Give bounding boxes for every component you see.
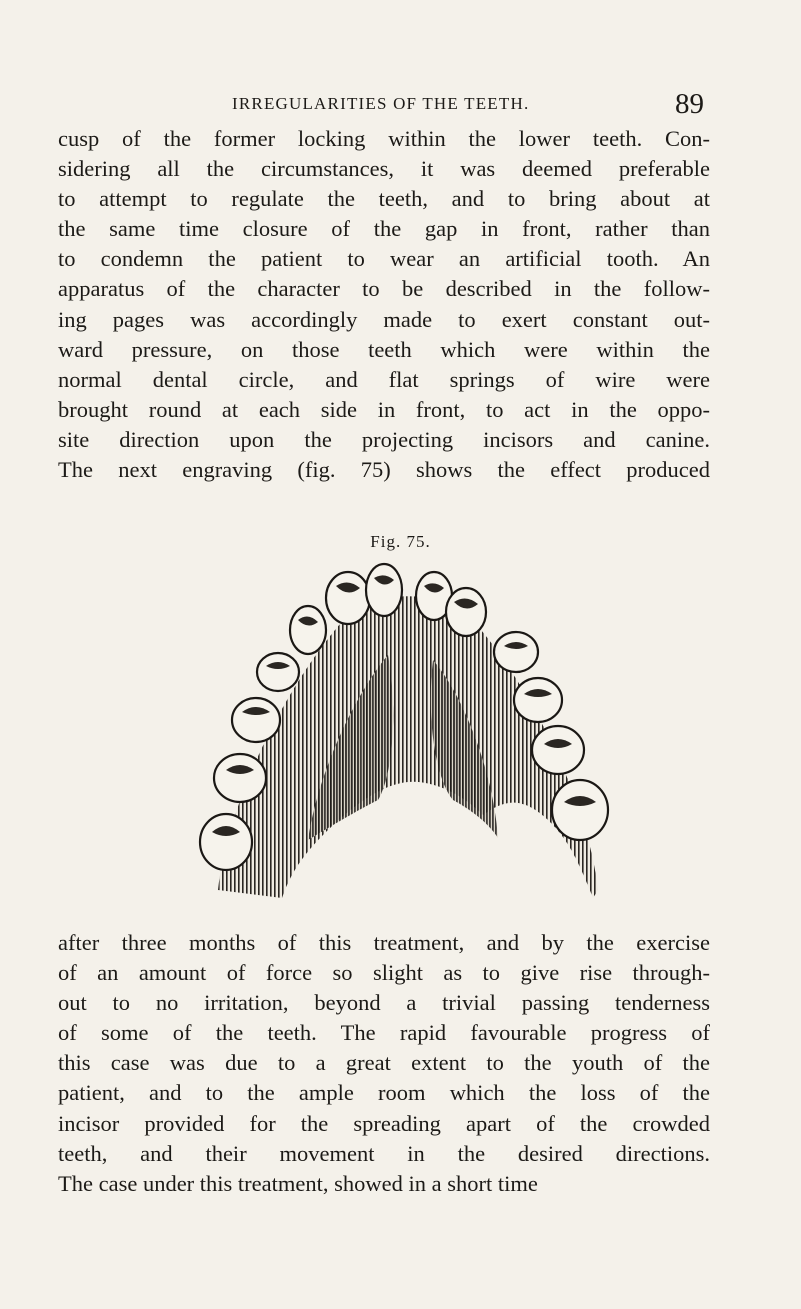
text-line: to condemn the patient to wear an artificial tooth. An [58,246,710,272]
text-line: The case under this treatment, showed in a short time [58,1170,538,1196]
text-line: teeth, and their movement in the desired directions. [58,1140,710,1166]
text-line: of an amount of force so slight as to give rise through- [58,960,710,986]
text-line: patient, and to the ample room which the loss of the [58,1080,710,1106]
page-number: 89 [675,88,704,120]
text-line: after three months of this treatment, and by the exercise [58,930,710,955]
text-line: The next engraving (fig. 75) shows the effect produced [58,457,710,483]
text-line: out to no irritation, beyond a trivial passing tenderness [58,990,710,1016]
text-line: site direction upon the projecting incisors and canine. [58,426,710,452]
figure-caption: Fig. 75. [370,532,431,551]
text-line: ing pages was accordingly made to exert constant out- [58,306,710,332]
text-line: the same time closure of the gap in front, rather than [58,216,710,242]
text-line: brought round at each side in front, to act in the oppo- [58,396,710,422]
text-line: this case was due to a great extent to the youth of the [58,1050,710,1076]
text-line: cusp of the former locking within the lower teeth. Con- [58,126,710,151]
text-line: of some of the teeth. The rapid favourable progress of [58,1020,710,1046]
dental-arch-engraving-icon [198,560,618,900]
text-line: normal dental circle, and flat springs of wire were [58,366,710,392]
figure-75 [198,560,618,900]
paragraph-after-figure [58,928,710,1199]
text-line: incisor provided for the spreading apart of the crowded [58,1110,710,1136]
paragraph-before-figure [58,124,710,485]
running-title: IRREGULARITIES OF THE TEETH. [232,94,530,113]
text-line: apparatus of the character to be described in the follow- [58,276,710,302]
text-line: to attempt to regulate the teeth, and to bring about at [58,186,710,212]
text-line: sidering all the circumstances, it was deemed preferable [58,156,710,182]
text-line: ward pressure, on those teeth which were within the [58,336,710,362]
